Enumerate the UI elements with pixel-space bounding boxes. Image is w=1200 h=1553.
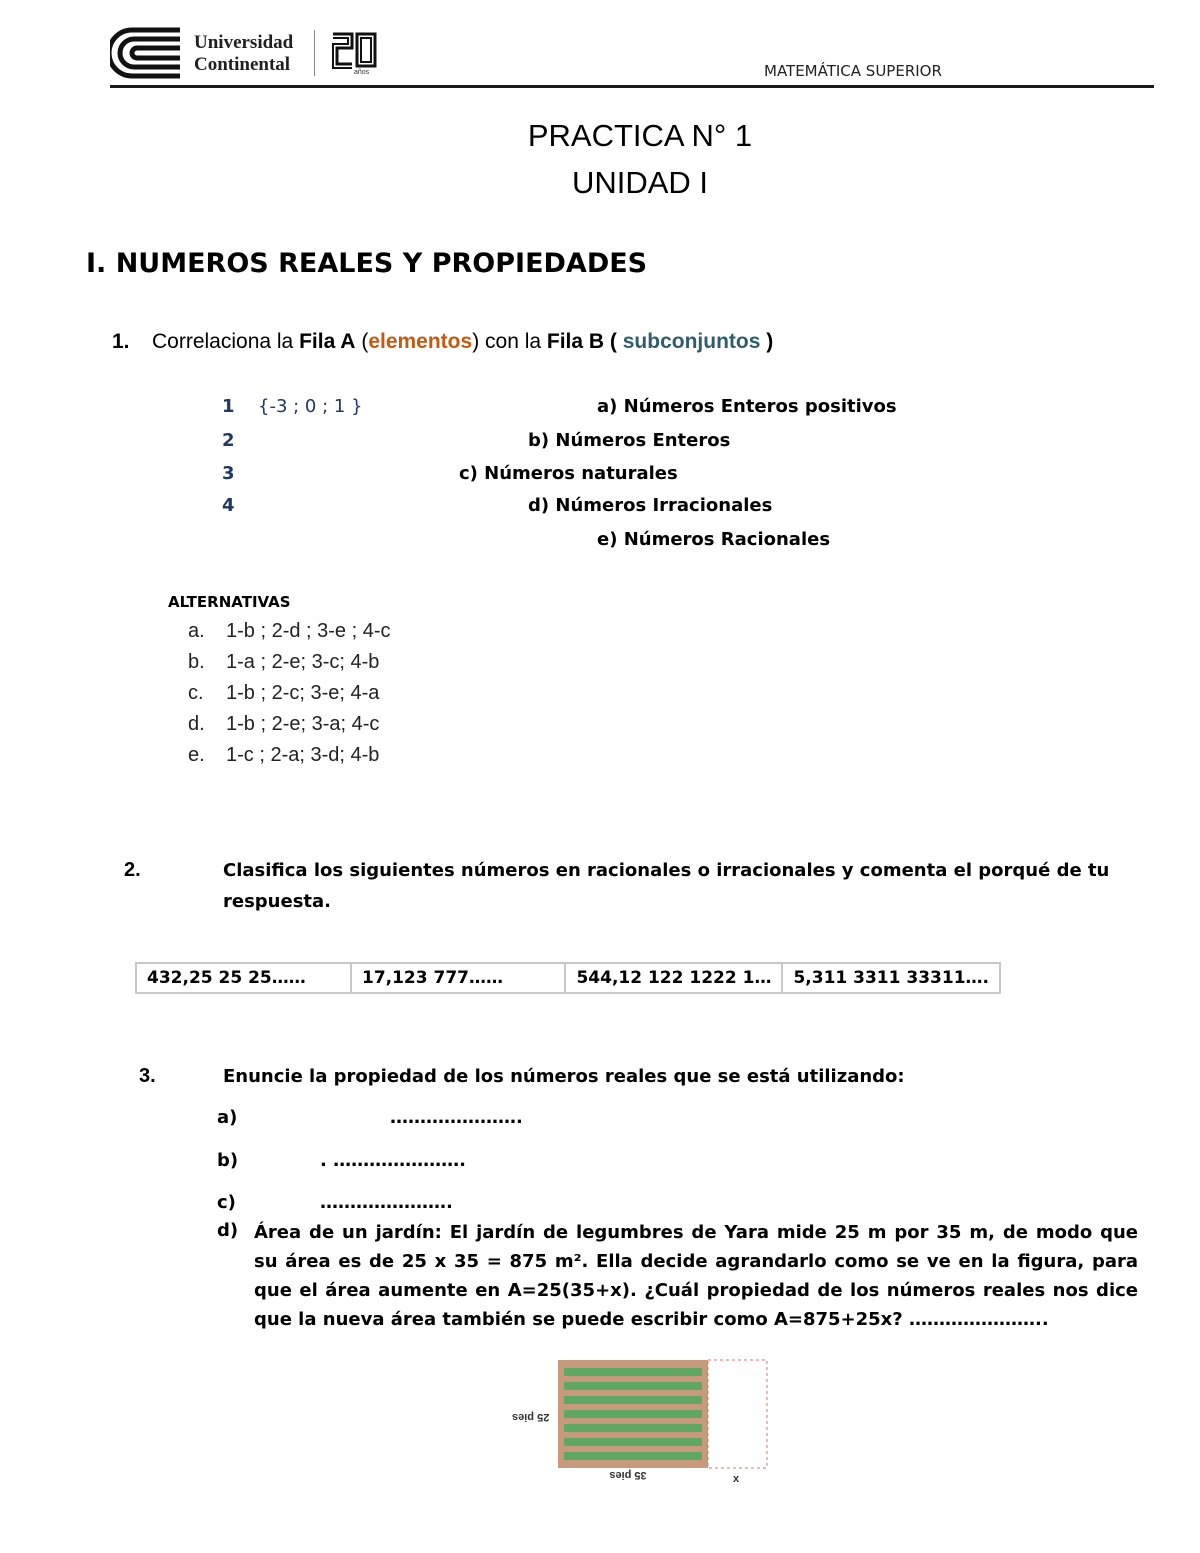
numbers-table <box>135 962 1001 994</box>
garden-extension <box>708 1360 767 1468</box>
q3-item-b-blank: . …………………. <box>320 1150 466 1171</box>
q3-item-d-paragraph <box>254 1218 1138 1334</box>
alt-letter: c. <box>188 682 204 704</box>
alt-letter: a. <box>188 620 205 642</box>
alternative-b <box>188 651 379 674</box>
row-a-label-1: 1 <box>222 396 235 417</box>
figure-side-label: 25 pies <box>512 1411 550 1423</box>
table-row <box>136 963 1000 993</box>
anniversary-20-icon <box>330 30 378 74</box>
alt-text: 1-c ; 2-a; 3-d; 4-b <box>226 744 380 766</box>
q3-item-c-blank: …………………. <box>320 1192 453 1213</box>
figure-x-label: x <box>732 1473 740 1485</box>
anniversary-suffix: años <box>354 69 370 76</box>
alternative-e <box>188 744 379 767</box>
question-3-text: Enuncie la propiedad de los números reales que se está utilizando: <box>223 1066 905 1087</box>
question-1-number: 1. <box>112 330 130 353</box>
subject-title: MATEMÁTICA SUPERIOR <box>764 62 942 80</box>
q3-item-d-letter: d) <box>217 1220 239 1241</box>
number-cell-2: 17,123 777…… <box>351 963 565 993</box>
row-b-option-b: b) Números Enteros <box>528 430 731 451</box>
q1-elementos: elementos <box>368 330 473 353</box>
question-2-line2: respuesta. <box>223 891 332 912</box>
institution-line1: Universidad <box>194 32 294 53</box>
garden-figure <box>506 1356 776 1488</box>
q3-item-d-heading: Área de un jardín: <box>254 1222 442 1243</box>
practice-title: PRACTICA N° 1 <box>527 118 753 153</box>
row-a-label-4: 4 <box>222 495 235 516</box>
q1-text-5: ) <box>760 330 774 353</box>
section-title: I. NUMEROS REALES Y PROPIEDADES <box>86 248 648 279</box>
number-cell-4: 5,311 3311 33311…. <box>782 963 1000 993</box>
q3-item-b-letter: b) <box>217 1150 239 1171</box>
question-2-text <box>223 855 1109 917</box>
row-b-option-a: a) Números Enteros positivos <box>597 396 897 417</box>
number-cell-3: 544,12 122 1222 1… <box>565 963 782 993</box>
q1-fila-a: Fila A <box>299 330 356 353</box>
number-cell-1: 432,25 25 25…… <box>136 963 351 993</box>
question-3-number: 3. <box>139 1065 156 1087</box>
q3-item-d-text: El jardín de legumbres de Yara mide 25 m por 35 m, de modo que su área es de 25 x 35 = 875 m². Ella decide agrandarlo como se ve en la figura, para que el área aumente en A=25(35+x). ¿Cuál propiedad de los números reales nos dice que la nueva área también se puede escribir como A=875+25x? ………………….. <box>254 1222 1138 1330</box>
alt-letter: d. <box>188 713 205 735</box>
alternative-a <box>188 620 391 643</box>
logo-divider <box>314 30 315 76</box>
question-1-prompt <box>112 330 773 354</box>
alt-letter: b. <box>188 651 205 673</box>
q3-item-a-letter: a) <box>217 1107 238 1128</box>
row-a-label-2: 2 <box>222 430 235 451</box>
header-rule <box>110 85 1154 88</box>
institution-line2: Continental <box>194 54 291 75</box>
row-b-option-c: c) Números naturales <box>459 463 678 484</box>
q1-text-1: Correlaciona la <box>152 330 300 353</box>
q1-subconjuntos: subconjuntos <box>622 330 761 353</box>
alt-letter: e. <box>188 744 205 766</box>
q1-fila-b: Fila B <box>546 330 605 353</box>
alt-text: 1-b ; 2-e; 3-a; 4-c <box>226 713 380 735</box>
row-a-set-1: {-3 ; 0 ; 1 } <box>258 396 363 417</box>
unit-title: UNIDAD I <box>571 165 709 200</box>
question-2-line1: Clasifica los siguientes números en racionales o irracionales y comenta el porqué de tu <box>223 860 1110 881</box>
figure-bottom-label: 35 pies <box>609 1469 647 1481</box>
q3-item-c-letter: c) <box>217 1192 236 1213</box>
institution-name <box>194 32 293 76</box>
university-logo-icon <box>110 26 182 80</box>
q1-text-4: ( <box>604 330 623 353</box>
q1-text-2: ( <box>355 330 369 353</box>
row-b-option-d: d) Números Irracionales <box>528 495 773 516</box>
alt-text: 1-b ; 2-c; 3-e; 4-a <box>226 682 380 704</box>
row-b-option-e: e) Números Racionales <box>597 529 831 550</box>
alternative-d <box>188 713 379 736</box>
alt-text: 1-b ; 2-d ; 3-e ; 4-c <box>226 620 391 642</box>
question-2-number: 2. <box>124 859 141 881</box>
q3-item-a-blank: …………………. <box>390 1107 523 1128</box>
row-a-label-3: 3 <box>222 463 235 484</box>
alternatives-title: ALTERNATIVAS <box>168 593 291 611</box>
q1-text-3: ) con la <box>472 330 547 353</box>
alternative-c <box>188 682 379 705</box>
alt-text: 1-a ; 2-e; 3-c; 4-b <box>226 651 380 673</box>
